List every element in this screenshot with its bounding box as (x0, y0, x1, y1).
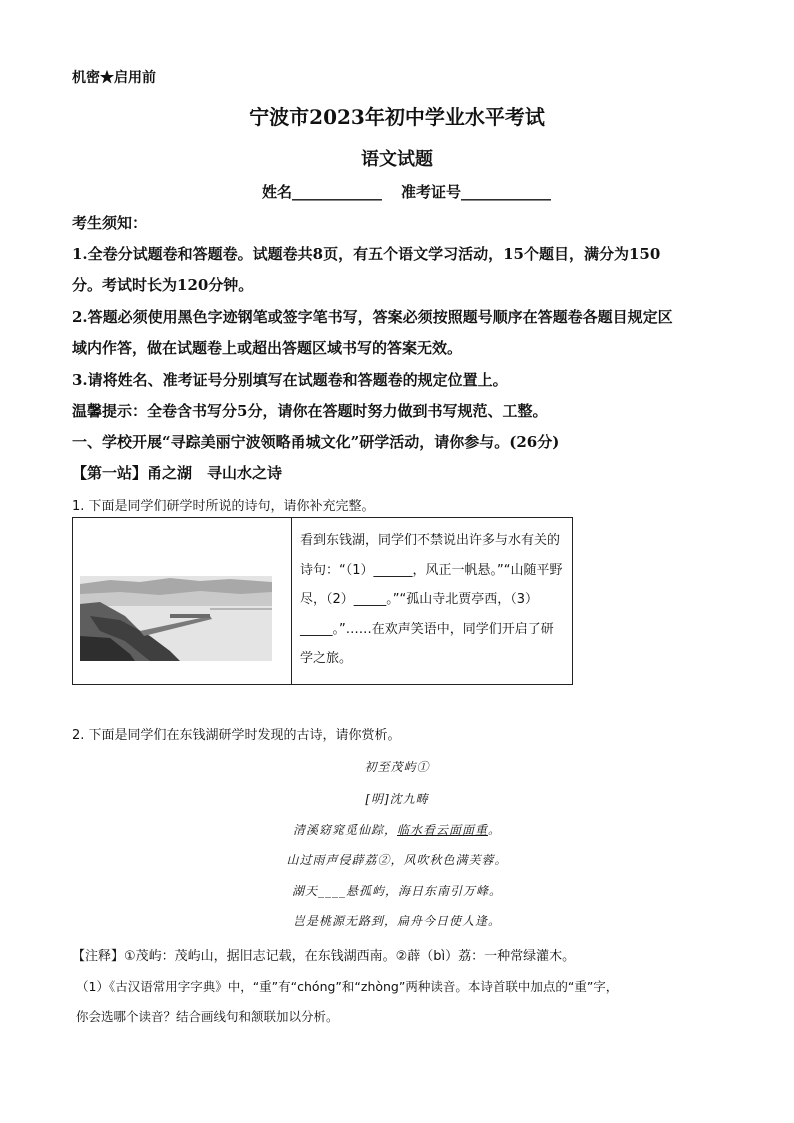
poem-line-3: 湖天____悬孤屿，海日东南引万峰。 (291, 884, 502, 898)
notice-heading: 考生须知： (72, 214, 148, 232)
question-1-prompt: 1. 下面是同学们研学时所说的诗句，请你补充完整。 (72, 499, 375, 514)
poem-line-4: 岂是桃源无路到，扁舟今日使人逢。 (292, 914, 501, 928)
notice-tip: 温馨提示：全卷含书写分5分，请你在答题时努力做到书写规范、工整。 (72, 402, 548, 420)
poem-line-1 (0, 821, 794, 838)
name-field: 姓名____________ (262, 183, 383, 201)
question-2-prompt: 2. 下面是同学们在东钱湖研学时发现的古诗，请你赏析。 (72, 728, 401, 743)
exam-id-field: 准考证号____________ (401, 183, 552, 201)
notice-item-2-cont: 域内作答，做在试题卷上或超出答题区域书写的答案无效。 (72, 339, 463, 357)
exam-subtitle: 语文试题 (361, 149, 433, 170)
poem-line-1-end: 。 (488, 823, 502, 837)
question-1-text: 看到东钱湖，同学们不禁说出许多与水有关的诗句：“（1）______，风正一帆悬。”“山随平野尽，（2）_____。”“孤山寺北贾亭西，（3）_____。”……在欢声笑语中，同学们开启了研学之旅。 (300, 533, 563, 666)
poem-notes: 【注释】①茂屿：茂屿山，据旧志记载，在东钱湖西南。②薜（bì）荔：一种常绿灌木。 (72, 949, 576, 964)
notice-item-1: 1.全卷分试题卷和答题卷。试题卷共8页，有五个语文学习活动，15个题目，满分为150 (72, 245, 661, 263)
notice-item-3: 3.请将姓名、准考证号分别填写在试题卷和答题卷的规定位置上。 (72, 371, 508, 389)
lake-photo (80, 576, 272, 661)
section-1-heading: 一、学校开展“寻踪美丽宁波领略甬城文化”研学活动，请你参与。(26分) (72, 433, 560, 451)
poem-author: [明]沈九畴 (365, 792, 429, 806)
question-2-sub-1-cont: 你会选哪个读音？结合画线句和颔联加以分析。 (76, 1009, 339, 1024)
question-1-text-cell (292, 518, 573, 685)
question-2-sub-1: （1）《古汉语常用字字典》中，“重”有“chóng”和“zhòng”两种读音。本诗首联中加点的“重”字， (76, 979, 619, 994)
station-1-heading: 【第一站】甬之湖 寻山水之诗 (72, 464, 283, 482)
poem-line-2: 山过雨声侵薜荔②，风吹秋色满芙蓉。 (286, 853, 508, 867)
poem-line-1-part-a: 清溪窈窕觅仙踪， (292, 823, 397, 837)
secret-label: 机密★启用前 (72, 70, 156, 86)
exam-title: 宁波市2023年初中学业水平考试 (249, 105, 545, 129)
notice-item-2: 2.答题必须使用黑色字迹钢笔或签字笔书写，答案必须按照题号顺序在答题卷各题目规定区 (72, 308, 673, 326)
poem-title: 初至茂屿① (364, 760, 430, 774)
notice-item-1-cont: 分。考试时长为120分钟。 (72, 276, 254, 294)
poem-line-1-underlined: 临水看云面面重 (396, 823, 488, 837)
